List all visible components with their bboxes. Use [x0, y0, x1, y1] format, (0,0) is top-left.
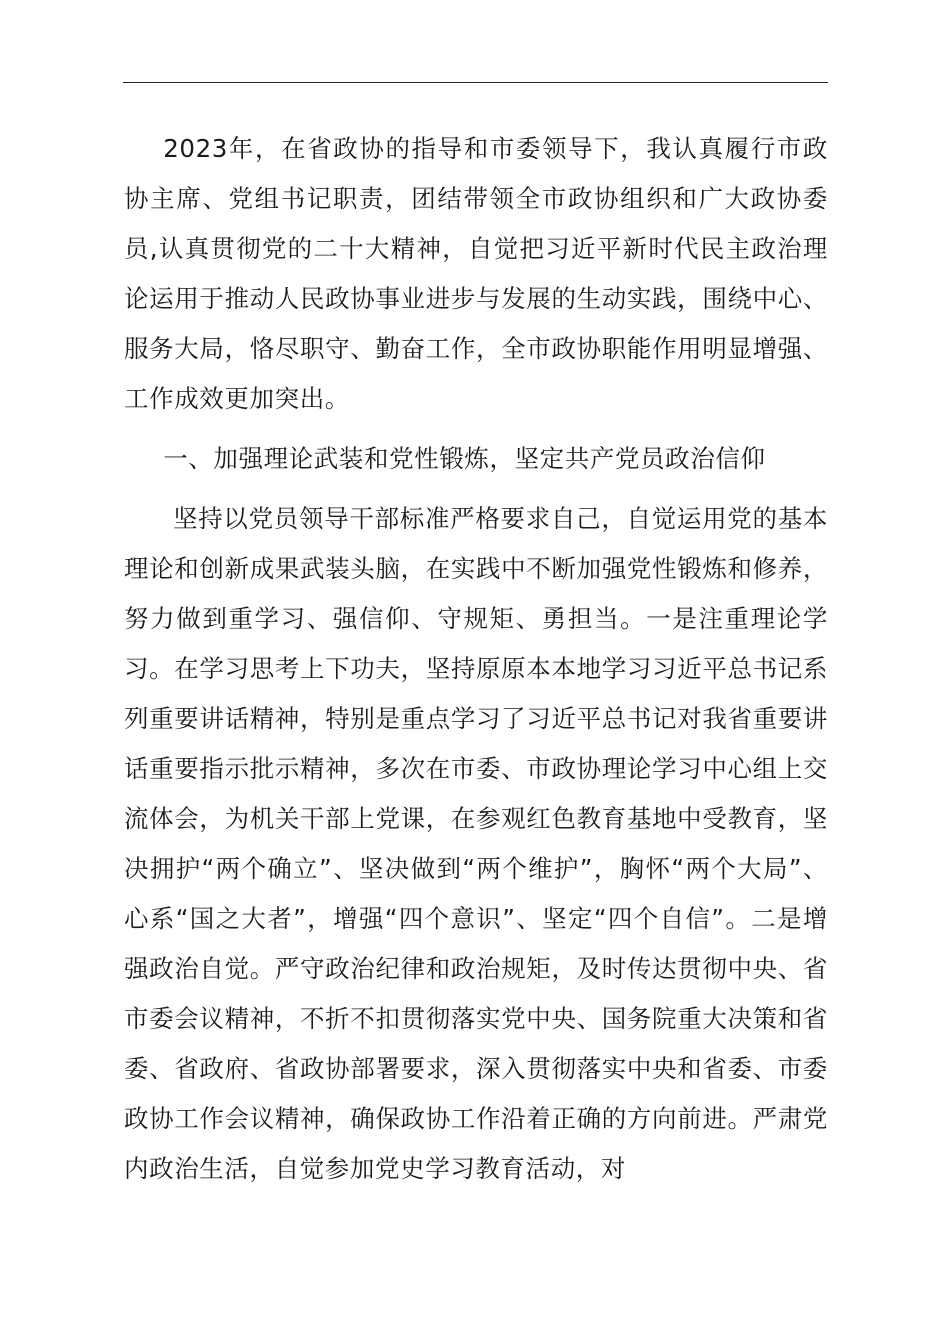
intro-paragraph: 2023年，在省政协的指导和市委领导下，我认真履行市政协主席、党组书记职责，团结带领全市政协组织和广大政协委员,认真贯彻党的二十大精神，自觉把习近平新时代民主政治理论运用于推动人民政协事业进步与发展的生动实践，围绕中心、服务大局，恪尽职守、勤奋工作，全市政协职能作用明显增强、工作成效更加突出。	[124, 134, 828, 413]
document-body	[124, 124, 828, 1194]
section-heading: 一、加强理论武装和党性锻炼，坚定共产党员政治信仰	[163, 444, 766, 473]
section-body-paragraph: 坚持以党员领导干部标准严格要求自己，自觉运用党的基本理论和创新成果武装头脑，在实践中不断加强党性锻炼和修养，努力做到重学习、强信仰、守规矩、勇担当。一是注重理论学习。在学习思考上下功夫，坚持原原本本地学习习近平总书记系列重要讲话精神，特别是重点学习了习近平总书记对我省重要讲话重要指示批示精神，多次在市委、市政协理论学习中心组上交流体会，为机关干部上党课，在参观红色教育基地中受教育，坚决拥护“两个确立”、坚决做到“两个维护”，胸怀“两个大局”、心系“国之大者”，增强“四个意识”、坚定“四个自信”。二是增强政治自觉。严守政治纪律和政治规矩，及时传达贯彻中央、省市委会议精神，不折不扣贯彻落实党中央、国务院重大决策和省委、省政府、省政协部署要求，深入贯彻落实中央和省委、市委政协工作会议精神，确保政协工作沿着正确的方向前进。严肃党内政治生活，自觉参加党史学习教育活动，对	[124, 504, 828, 1183]
header-rule	[123, 82, 828, 83]
